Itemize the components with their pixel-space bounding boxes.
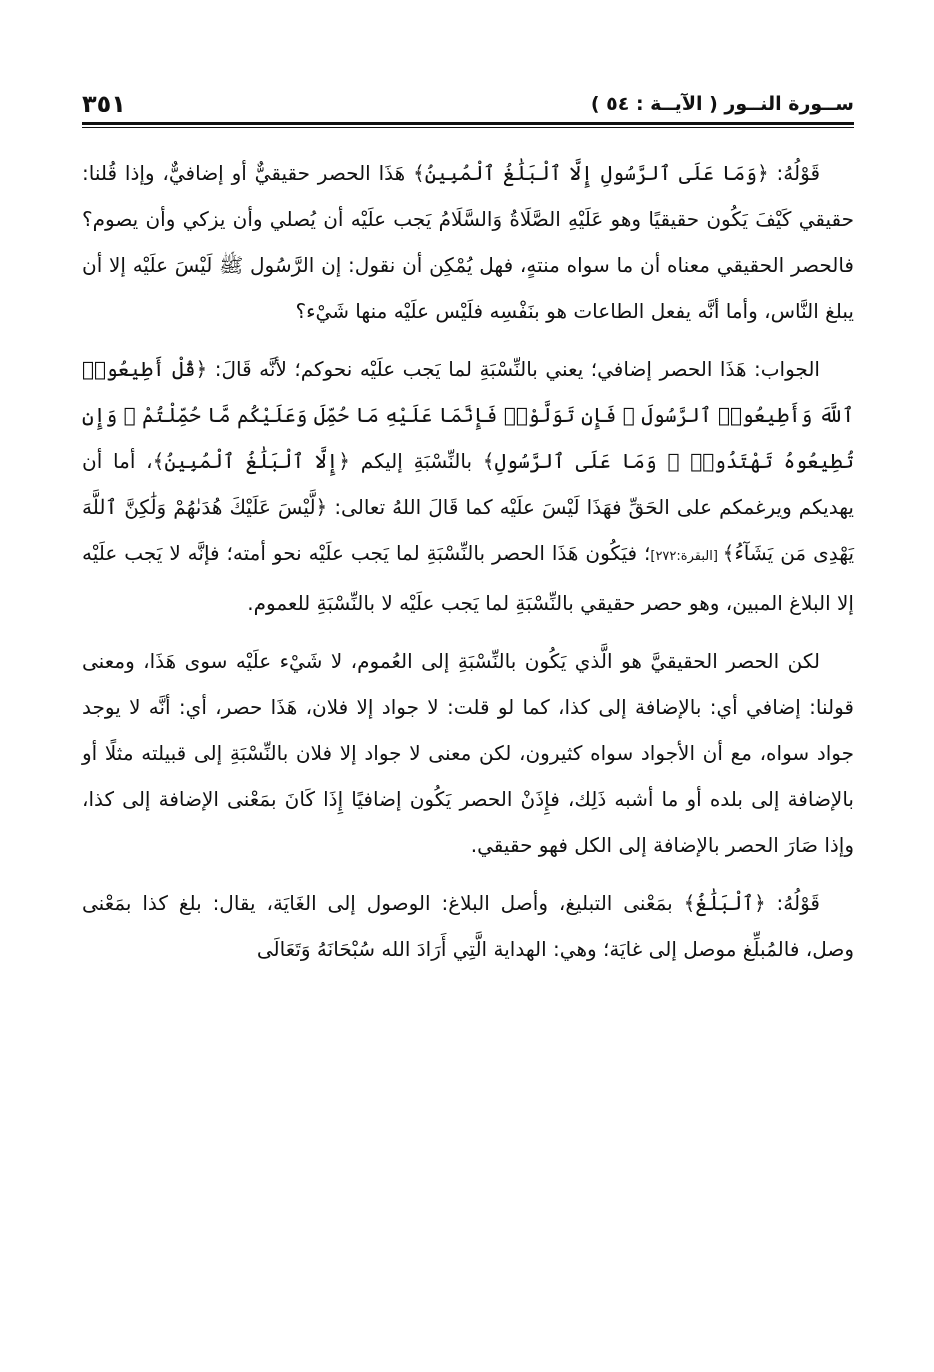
page-header xyxy=(82,84,854,124)
text-run: ؛ فيَكُون هَذَا الحصر بالنِّسْبَةِ لما يَجب علَيْه نحو أمته؛ فإنَّه لا يَجب علَيْه إلا البلاغ المبين، وهو حصر حقيقي بالنِّسْبَةِ لما يَجب علَيْه لا بالنِّسْبَةِ للعموم. xyxy=(82,541,854,615)
text-run: بالنِّسْبَةِ إليكم xyxy=(350,449,483,473)
paragraph-2 xyxy=(82,346,854,626)
quran-verse: ﴿لَّيْسَ عَلَيْكَ هُدَىٰهُمْ وَلَٰكِنَّ ٱللَّهَ يَهْدِى مَن يَشَآءُ﴾ xyxy=(82,495,855,565)
paragraph-3 xyxy=(82,638,854,868)
quran-verse: ﴿قُلْ أَطِيعُوا۟ ٱللَّهَ وَأَطِيعُوا۟ ٱلرَّسُولَ ۖ فَإِن تَوَلَّوْا۟ فَإِنَّمَا عَلَيْهِ مَا حُمِّلَ وَعَلَيْكُم مَّا حُمِّلْتُمْ ۖ وَإِن تُطِيعُوهُ تَهْتَدُوا۟ ۚ وَمَا عَلَى ٱلرَّسُولِ﴾ xyxy=(82,357,854,473)
text-run: ، أما أن يهديكم ويرغمكم على الحَقِّ فهَذَا لَيْسَ علَيْه كما قَالَ اللهُ تعالى: xyxy=(82,449,854,519)
page-body xyxy=(82,150,854,984)
text-run: لكن الحصر الحقيقيَّ هو الَّذي يَكُون بالنِّسْبَةِ إلى العُموم، لا شَيْء علَيْه سوى هَذَا، ومعنى قولنا: إضافي أي: بالإضافة إلى كذا، كما لو قلت: لا جواد إلا فلان، هَذَا حصر، أي: أنَّه لا يوجد جواد سواه، مع أن الأجواد سواه كثيرون، لكن معنى لا جواد إلا فلان بالنِّسْبَةِ إلى قبيلته مثلًا أو بالإضافة إلى بلده أو ما أشبه ذَلِك، فإِذَنْ الحصر يَكُون إضافيًا إِذَا كَانَ بمَعْنى الإضافة إلى كذا، وإذا صَارَ الحصر بالإضافة إلى الكل فهو حقيقي. xyxy=(82,649,854,857)
text-run: بمَعْنى التبليغ، وأصل البلاغ: الوصول إلى الغَايَة، يقال: بلغ كذا بمَعْنى وصل، فالمُبلِّغ موصل إلى غايَة؛ وهي: الهداية الَّتِي أَرَادَ الله سُبْحَانَهُ وَتَعَالَى xyxy=(82,891,854,961)
text-run: قَوْلُهُ: xyxy=(768,161,820,185)
text-run: الجواب: هَذَا الحصر إضافي؛ يعني بالنِّسْبَةِ لما يَجب علَيْه نحوكم؛ لأنَّه قَالَ: xyxy=(207,357,820,381)
running-title: ســورة النــور ( الآيــة : ٥٤ ) xyxy=(590,93,854,115)
text-run: هَذَا الحصر حقيقيٌّ أو إضافيٌّ، وإذا قُلنا: حقيقي كَيْفَ يَكُون حقيقيًا وهو عَلَيْهِ الصَّلَاةُ وَالسَّلَامُ يَجب علَيْه أن يُصلي وأن يزكي وأن يصوم؟ فالحصر الحقيقي معناه أن ما سواه منتهٍ، فهل يُمْكِن أن نقول: إن الرَّسُول ﷺ لَيْسَ علَيْه إلا أن يبلغ النَّاس، وأما أنَّه يفعل الطاعات هو بنَفْسِه فلَيْس علَيْه منها شَيْء؟ xyxy=(82,161,854,323)
header-rule-thin xyxy=(82,127,854,128)
verse-reference: [البقرة:٢٧٢] xyxy=(650,549,723,564)
quran-verse: ﴿إِلَّا ٱلْبَلَٰغُ ٱلْمُبِينُ﴾ xyxy=(152,449,350,473)
paragraph-1 xyxy=(82,150,854,334)
paragraph-4 xyxy=(82,880,854,972)
header-rule xyxy=(82,122,854,125)
page-number: ٣٥١ xyxy=(82,90,126,118)
text-run: قَوْلُهُ: xyxy=(765,891,820,915)
quran-verse: ﴿ٱلْبَلَٰغُ﴾ xyxy=(683,891,766,915)
quran-verse: ﴿وَمَا عَلَى ٱلرَّسُولِ إِلَّا ٱلْبَلَٰغُ ٱلْمُبِينُ﴾ xyxy=(413,161,769,185)
